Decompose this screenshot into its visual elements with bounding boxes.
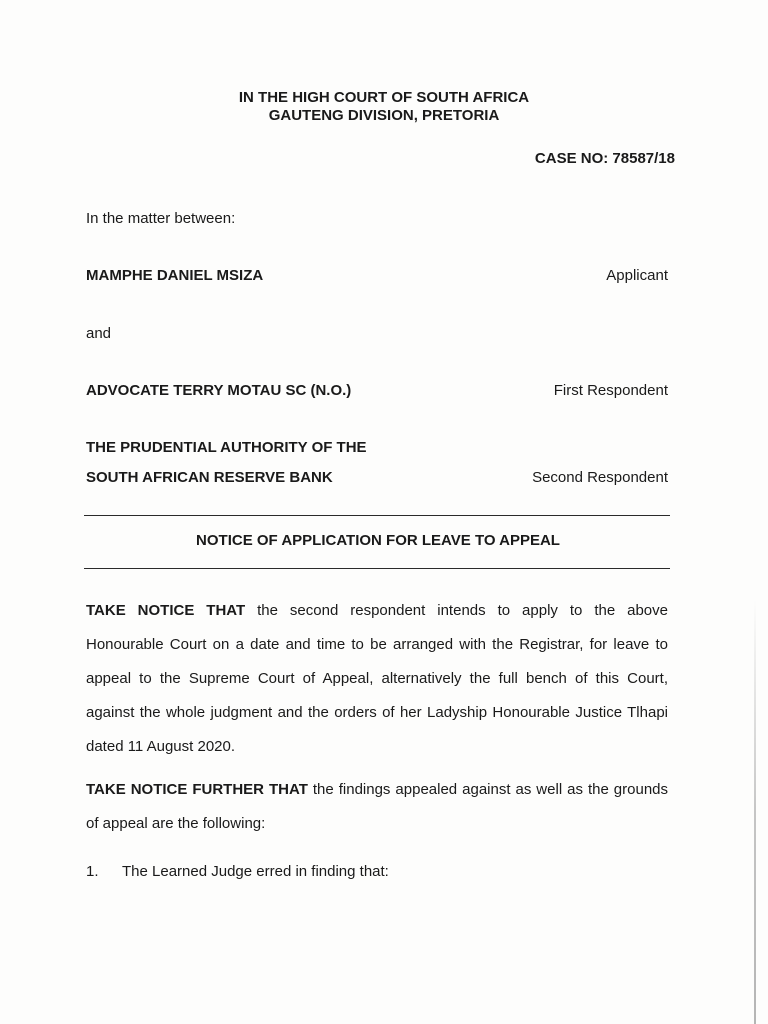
- first-respondent-role: First Respondent: [553, 382, 668, 399]
- notice-title: NOTICE OF APPLICATION FOR LEAVE TO APPEAL: [196, 532, 560, 549]
- paragraph-take-notice-further: [86, 773, 668, 841]
- paragraph-take-notice-line4: against the whole judgment and the orders of her Ladyship Honourable Justice Tlhapi: [86, 704, 668, 721]
- court-division: GAUTENG DIVISION, PRETORIA: [268, 107, 500, 124]
- paragraph-take-notice-line2: Honourable Court on a date and time to be arranged with the Registrar, for leave to: [86, 636, 668, 653]
- paragraph-take-notice-line1: TAKE NOTICE THAT the second respondent intends to apply to the above: [86, 602, 668, 619]
- paragraph-take-notice-line3: appeal to the Supreme Court of Appeal, alternatively the full bench of this Court,: [86, 670, 668, 687]
- second-respondent-name-line2: SOUTH AFRICAN RESERVE BANK: [86, 469, 333, 486]
- list-item: [86, 863, 389, 880]
- paragraph-take-notice: [86, 594, 668, 764]
- take-notice-further-lead: TAKE NOTICE FURTHER THAT: [86, 781, 308, 798]
- second-respondent-role: Second Respondent: [532, 469, 668, 486]
- second-respondent-name-line1: THE PRUDENTIAL AUTHORITY OF THE: [86, 439, 367, 456]
- list-item-text: The Learned Judge erred in finding that:: [122, 863, 389, 880]
- paragraph-further-line2: of appeal are the following:: [86, 815, 266, 832]
- court-name: IN THE HIGH COURT OF SOUTH AFRICA: [238, 89, 530, 106]
- first-respondent-name: ADVOCATE TERRY MOTAU SC (N.O.): [86, 382, 352, 399]
- scan-edge-shadow: [754, 600, 756, 1024]
- party-conjunction: and: [86, 325, 112, 342]
- paragraph-take-notice-line5: dated 11 August 2020.: [86, 738, 236, 755]
- title-bottom-rule: [84, 568, 670, 569]
- take-notice-lead: TAKE NOTICE THAT: [86, 602, 246, 619]
- applicant-name: MAMPHE DANIEL MSIZA: [86, 267, 264, 284]
- matter-intro: In the matter between:: [86, 210, 236, 227]
- case-number: CASE NO: 78587/18: [534, 150, 675, 167]
- list-item-number: 1.: [86, 863, 99, 880]
- paragraph-further-line1: TAKE NOTICE FURTHER THAT the findings appealed against as well as the grounds: [86, 781, 669, 798]
- applicant-role: Applicant: [606, 267, 668, 284]
- title-top-rule: [84, 515, 670, 516]
